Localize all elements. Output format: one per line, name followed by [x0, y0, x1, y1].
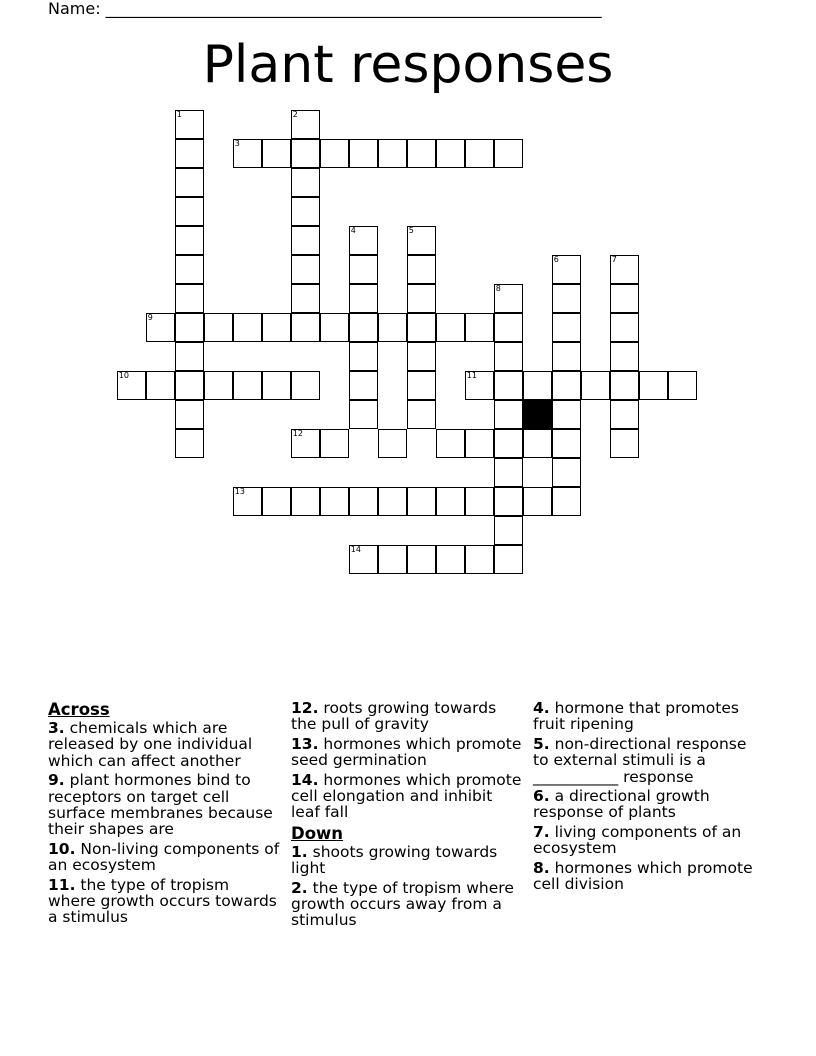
- clue-text: a directional growth response of plants: [533, 787, 710, 822]
- crossword-cell[interactable]: [175, 400, 204, 429]
- crossword-cell[interactable]: [610, 371, 639, 400]
- crossword-cell[interactable]: [349, 313, 378, 342]
- crossword-cell[interactable]: [349, 371, 378, 400]
- clue-down-4: [533, 700, 765, 733]
- clue-down-8: [533, 860, 765, 893]
- name-field-label: Name: ______________________________________________________________: [48, 0, 602, 18]
- clue-across-9: [48, 772, 280, 838]
- clue-text: roots growing towards the pull of gravity: [291, 699, 497, 734]
- clue-number: 11.: [48, 875, 76, 894]
- crossword-cell[interactable]: [436, 139, 465, 168]
- crossword-cell[interactable]: [175, 110, 204, 139]
- crossword-cell[interactable]: [552, 400, 581, 429]
- crossword-cell[interactable]: [349, 400, 378, 429]
- crossword-cell[interactable]: [378, 487, 407, 516]
- crossword-cell[interactable]: [668, 371, 697, 400]
- clue-text: the type of tropism where growth occurs towards a stimulus: [48, 875, 277, 927]
- crossword-cell[interactable]: [320, 429, 349, 458]
- crossword-cell[interactable]: [407, 400, 436, 429]
- clue-down-6: [533, 788, 765, 821]
- clue-number: 10.: [48, 839, 76, 858]
- crossword-cell[interactable]: [610, 255, 639, 284]
- crossword-cell[interactable]: [233, 139, 262, 168]
- clue-down-2: [291, 880, 523, 929]
- crossword-cell[interactable]: [639, 371, 668, 400]
- crossword-cell[interactable]: [494, 400, 523, 429]
- crossword-cell[interactable]: [436, 487, 465, 516]
- crossword-cell[interactable]: [291, 226, 320, 255]
- crossword-cell[interactable]: [262, 313, 291, 342]
- crossword-cell[interactable]: [175, 284, 204, 313]
- crossword-cell[interactable]: [349, 545, 378, 574]
- crossword-cell[interactable]: [494, 516, 523, 545]
- clue-number-label: 10: [118, 370, 129, 380]
- clue-number: 5.: [533, 734, 550, 753]
- clue-text: shoots growing towards light: [291, 842, 498, 878]
- crossword-cell[interactable]: [407, 255, 436, 284]
- crossword-cell[interactable]: [291, 487, 320, 516]
- crossword-cell[interactable]: [494, 284, 523, 313]
- crossword-cell[interactable]: [407, 371, 436, 400]
- clue-down-1: [291, 844, 523, 877]
- crossword-cell[interactable]: [465, 139, 494, 168]
- crossword-cell[interactable]: [175, 371, 204, 400]
- clue-across-12: [291, 700, 523, 733]
- clue-number-label: 3: [234, 138, 240, 148]
- crossword-cell[interactable]: [552, 371, 581, 400]
- crossword-cell[interactable]: [175, 313, 204, 342]
- crossword-cell[interactable]: [291, 313, 320, 342]
- crossword-cell[interactable]: [378, 429, 407, 458]
- clue-number: 14.: [291, 770, 319, 789]
- crossword-cell[interactable]: [233, 371, 262, 400]
- clue-number-label: 8: [495, 283, 501, 293]
- crossword-cell[interactable]: [349, 487, 378, 516]
- crossword-cell[interactable]: [552, 429, 581, 458]
- page-title: Plant responses: [202, 35, 614, 95]
- crossword-cell[interactable]: [494, 371, 523, 400]
- crossword-cell[interactable]: [117, 371, 146, 400]
- clue-number-label: 7: [611, 254, 617, 264]
- crossword-cell[interactable]: [407, 226, 436, 255]
- crossword-cell[interactable]: [349, 226, 378, 255]
- clue-number: 8.: [533, 858, 550, 877]
- clue-number: 4.: [533, 699, 550, 717]
- clue-number-label: 5: [408, 225, 414, 235]
- clue-across-14: [291, 772, 523, 821]
- clue-number: 13.: [291, 734, 319, 753]
- clue-number-label: 2: [292, 109, 298, 119]
- crossword-cell[interactable]: [494, 139, 523, 168]
- clue-number-label: 1: [176, 109, 182, 119]
- crossword-cell[interactable]: [291, 168, 320, 197]
- crossword-cell[interactable]: [291, 139, 320, 168]
- crossword-cell[interactable]: [291, 371, 320, 400]
- clue-text: living components of an ecosystem: [533, 822, 742, 858]
- clue-number: 3.: [48, 719, 65, 737]
- crossword-cell[interactable]: [494, 487, 523, 516]
- crossword-cell[interactable]: [465, 371, 494, 400]
- crossword-cell[interactable]: [291, 429, 320, 458]
- clue-number-label: 11: [466, 370, 477, 380]
- crossword-cell[interactable]: [552, 487, 581, 516]
- crossword-cell[interactable]: [465, 313, 494, 342]
- clue-number: 12.: [291, 699, 319, 717]
- clues-column-3: [533, 700, 765, 895]
- crossword-cell[interactable]: [146, 313, 175, 342]
- across-heading: Across: [48, 700, 110, 719]
- clue-number-label: 9: [147, 312, 153, 322]
- crossword-cell[interactable]: [610, 313, 639, 342]
- crossword-cell[interactable]: [378, 313, 407, 342]
- crossword-cell[interactable]: [494, 429, 523, 458]
- crossword-cell[interactable]: [407, 313, 436, 342]
- crossword-cell[interactable]: [552, 342, 581, 371]
- clue-number: 7.: [533, 822, 550, 841]
- crossword-cell[interactable]: [523, 487, 552, 516]
- crossword-cell[interactable]: [349, 342, 378, 371]
- crossword-cell[interactable]: [523, 371, 552, 400]
- crossword-cell[interactable]: [552, 284, 581, 313]
- clue-across-11: [48, 877, 280, 926]
- crossword-cell[interactable]: [581, 371, 610, 400]
- crossword-cell[interactable]: [175, 255, 204, 284]
- crossword-cell[interactable]: [204, 313, 233, 342]
- crossword-cell[interactable]: [291, 255, 320, 284]
- crossword-cell[interactable]: [204, 371, 233, 400]
- crossword-cell[interactable]: [407, 139, 436, 168]
- crossword-cell[interactable]: [378, 545, 407, 574]
- crossword-cell[interactable]: [378, 139, 407, 168]
- clue-number-label: 13: [234, 486, 245, 496]
- clue-across-3: [48, 720, 280, 769]
- crossword-cell[interactable]: [552, 255, 581, 284]
- crossword-cell[interactable]: [349, 284, 378, 313]
- crossword-cell[interactable]: [407, 342, 436, 371]
- crossword-cell[interactable]: [262, 139, 291, 168]
- clue-number-label: 6: [553, 254, 559, 264]
- clue-text: chemicals which are released by one individual which can affect another: [48, 719, 253, 770]
- crossword-cell[interactable]: [320, 139, 349, 168]
- clue-number: 2.: [291, 878, 308, 897]
- black-cell: [523, 400, 552, 429]
- crossword-cell[interactable]: [494, 545, 523, 574]
- crossword-cell[interactable]: [523, 429, 552, 458]
- crossword-cell[interactable]: [320, 313, 349, 342]
- crossword-cell[interactable]: [436, 313, 465, 342]
- crossword-cell[interactable]: [494, 458, 523, 487]
- crossword-cell[interactable]: [610, 400, 639, 429]
- clues-column-2: [291, 700, 523, 932]
- crossword-cell[interactable]: [233, 487, 262, 516]
- crossword-cell[interactable]: [291, 110, 320, 139]
- crossword-cell[interactable]: [436, 545, 465, 574]
- crossword-cell[interactable]: [175, 429, 204, 458]
- crossword-cell[interactable]: [610, 284, 639, 313]
- clue-text: the type of tropism where growth occurs away from a stimulus: [291, 878, 514, 930]
- crossword-cell[interactable]: [175, 168, 204, 197]
- clue-number: 1.: [291, 842, 308, 861]
- crossword-cell[interactable]: [175, 342, 204, 371]
- crossword-cell[interactable]: [494, 342, 523, 371]
- clue-text: hormones which promote cell division: [533, 858, 753, 894]
- crossword-cell[interactable]: [175, 139, 204, 168]
- clue-down-5: [533, 736, 765, 785]
- crossword-cell[interactable]: [465, 487, 494, 516]
- crossword-cell[interactable]: [262, 371, 291, 400]
- crossword-cell[interactable]: [291, 197, 320, 226]
- clue-number-label: 14: [350, 544, 361, 554]
- clue-text: Non-living components of an ecosystem: [48, 839, 280, 875]
- clue-text: hormones which promote cell elongation and inhibit leaf fall: [291, 770, 522, 822]
- crossword-cell[interactable]: [233, 313, 262, 342]
- crossword-cell[interactable]: [436, 429, 465, 458]
- crossword-cell[interactable]: [552, 313, 581, 342]
- clue-text: non-directional response to external stimuli is a ___________ response: [533, 734, 747, 786]
- crossword-cell[interactable]: [407, 284, 436, 313]
- clue-number-label: 4: [350, 225, 356, 235]
- crossword-cell[interactable]: [349, 255, 378, 284]
- clue-number: 9.: [48, 771, 65, 790]
- crossword-cell[interactable]: [291, 284, 320, 313]
- clues-column-1: [48, 700, 280, 929]
- crossword-cell[interactable]: [146, 371, 175, 400]
- clue-across-13: [291, 736, 523, 769]
- crossword-cell[interactable]: [320, 487, 349, 516]
- crossword-cell[interactable]: [465, 429, 494, 458]
- crossword-cell[interactable]: [175, 197, 204, 226]
- crossword-cell[interactable]: [610, 342, 639, 371]
- crossword-cell[interactable]: [552, 458, 581, 487]
- crossword-cell[interactable]: [407, 545, 436, 574]
- clue-text: hormones which promote seed germination: [291, 734, 522, 770]
- crossword-cell[interactable]: [465, 545, 494, 574]
- down-heading: Down: [291, 823, 344, 843]
- crossword-cell[interactable]: [349, 139, 378, 168]
- clue-number: 6.: [533, 787, 550, 806]
- crossword-cell[interactable]: [407, 487, 436, 516]
- crossword-cell[interactable]: [610, 429, 639, 458]
- crossword-cell[interactable]: [175, 226, 204, 255]
- crossword-cell[interactable]: [262, 487, 291, 516]
- crossword-cell[interactable]: [494, 313, 523, 342]
- clue-number-label: 12: [292, 428, 303, 438]
- clue-text: plant hormones bind to receptors on target cell surface membranes because their shapes are: [48, 771, 273, 839]
- clue-across-10: [48, 841, 280, 874]
- clue-text: hormone that promotes fruit ripening: [533, 699, 739, 734]
- clue-down-7: [533, 824, 765, 857]
